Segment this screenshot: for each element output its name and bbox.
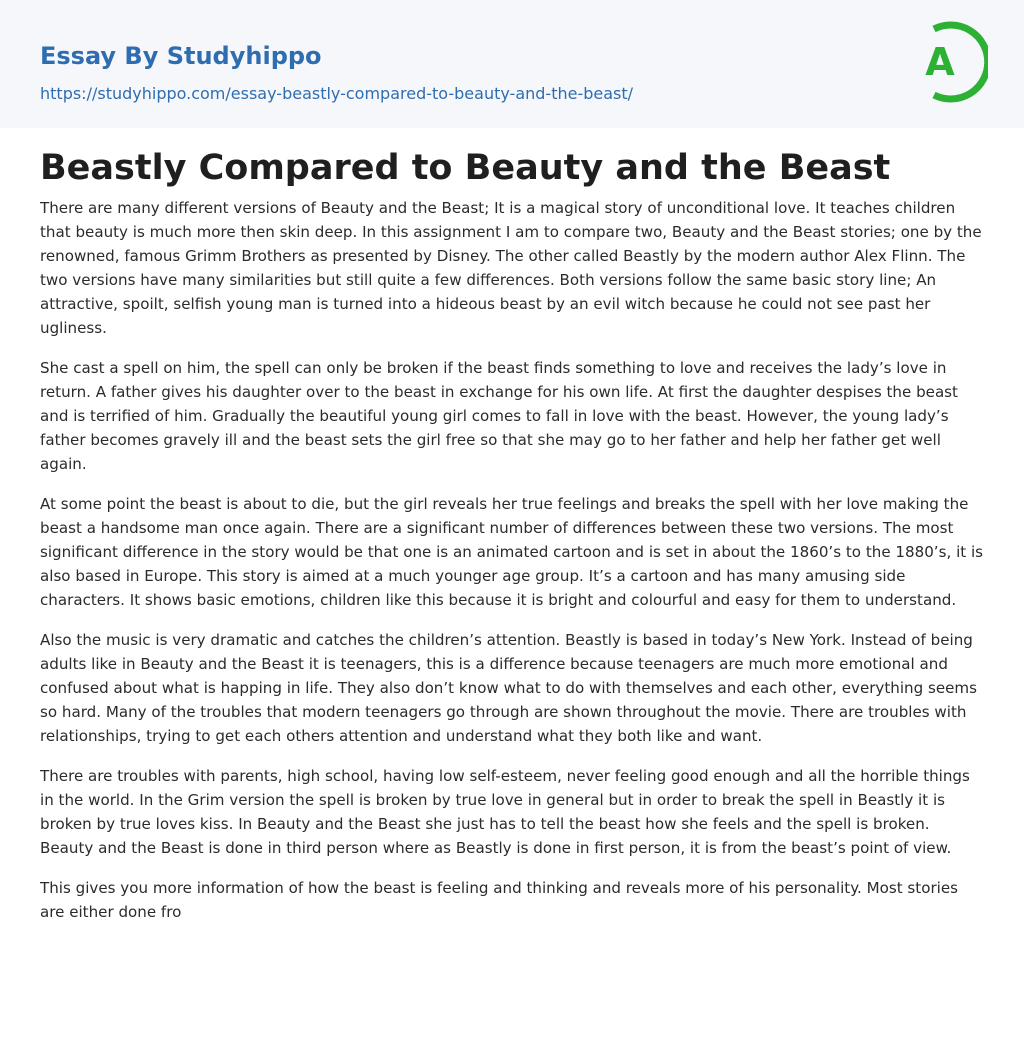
essay-paragraph-6: This gives you more information of how the beast is feeling and thinking and reveals more of his personality. Most stories are either done fro (40, 879, 958, 921)
logo-letter: A (925, 40, 955, 84)
site-title[interactable]: Essay By Studyhippo (40, 42, 322, 70)
essay-paragraph-1: There are many different versions of Beauty and the Beast; It is a magical story of unconditional love. It teaches children that beauty is much more then skin deep. In this assignment I am to compare two, Beauty and the Beast stories; one by the renowned, famous Grimm Brothers as presented by Disney. The other called Beastly by the modern author Alex Flinn. The two versions have many similarities but still quite a few differences. Both versions follow the same basic story line; An attractive, spoilt, selfish young man is turned into a hideous beast by an evil witch because he could not see past her ugliness. (40, 199, 982, 337)
logo-icon (912, 18, 988, 106)
essay-paragraph-5: There are troubles with parents, high school, having low self-esteem, never feeling good enough and all the horrible things in the world. In the Grim version the spell is broken by true love in general but in order to break the spell in Beastly it is broken by true loves kiss. In Beauty and the Beast she just has to tell the beast how she feels and the spell is broken. Beauty and the Beast is done in third person where as Beastly is done in first person, it is from the beast’s point of view. (40, 767, 970, 857)
essay-paragraph-4: Also the music is very dramatic and catches the children’s attention. Beastly is based in today’s New York. Instead of being adults like in Beauty and the Beast it is teenagers, this is a difference because teenagers are much more emotional and confused about what is happing in life. They also don’t know what to do with themselves and each other, everything seems so hard. Many of the troubles that modern teenagers go through are shown throughout the movie. There are troubles with relationships, trying to get each others attention and understand what they both like and want. (40, 631, 977, 745)
site-header (0, 0, 1024, 128)
page-title: Beastly Compared to Beauty and the Beast (40, 148, 891, 188)
studyhippo-logo[interactable] (912, 18, 988, 106)
article (40, 146, 984, 924)
essay-url-link[interactable]: https://studyhippo.com/essay-beastly-compared-to-beauty-and-the-beast/ (40, 84, 634, 103)
essay-paragraph-2: She cast a spell on him, the spell can only be broken if the beast finds something to love and receives the lady’s love in return. A father gives his daughter over to the beast in exchange for his own life. At first the daughter despises the beast and is terrified of him. Gradually the beautiful young girl comes to fall in love with the beast. However, the young lady’s father becomes gravely ill and the beast sets the girl free so that she may go to her father and help her father get well again. (40, 359, 958, 473)
essay-paragraph-3: At some point the beast is about to die, but the girl reveals her true feelings and breaks the spell with her love making the beast a handsome man once again. There are a significant number of differences between these two versions. The most significant difference in the story would be that one is an animated cartoon and is set in about the 1860’s to the 1880’s, it is also based in Europe. This story is aimed at a much younger age group. It’s a cartoon and has many amusing side characters. It shows basic emotions, children like this because it is bright and colourful and easy for them to understand. (40, 495, 984, 609)
